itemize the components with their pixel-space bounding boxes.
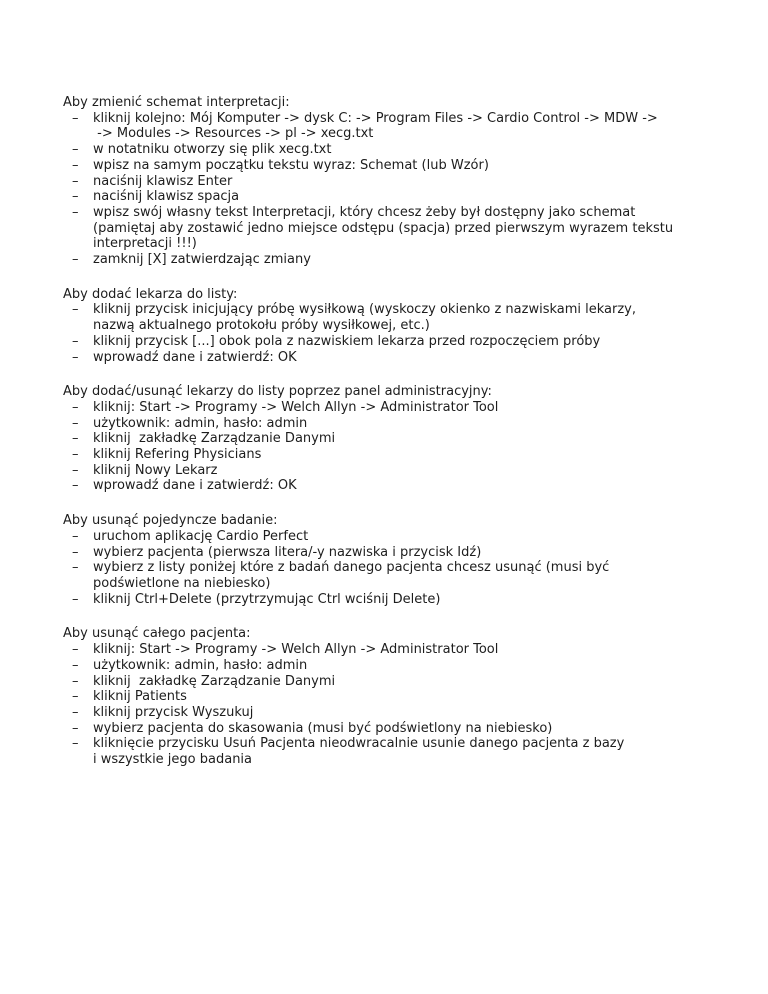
list-item-text xyxy=(93,736,723,767)
list-item-line: kliknij zakładkę Zarządzanie Danymi xyxy=(93,673,336,689)
list-item-text xyxy=(93,463,723,479)
dash-bullet: – xyxy=(72,591,79,607)
list-item-line: kliknij kolejno: Mój Komputer -> dysk C: -> Program Files -> Cardio Control -> MDW -> xyxy=(93,110,658,126)
list-item-text xyxy=(93,111,723,142)
dash-bullet: – xyxy=(72,110,79,126)
list-item xyxy=(63,478,723,494)
list-item-line: wpisz na samym początku tekstu wyraz: Schemat (lub Wzór) xyxy=(93,157,489,173)
list-item-line: (pamiętaj aby zostawić jedno miejsce odstępu (spacja) przed pierwszym wyrazem tekstu xyxy=(93,220,674,236)
dash-bullet: – xyxy=(72,657,79,673)
list-item-line: wybierz pacjenta do skasowania (musi być podświetlony na niebiesko) xyxy=(93,720,553,736)
list-item-line: w notatniku otworzy się plik xecg.txt xyxy=(93,142,332,158)
list-item-line: wybierz z listy poniżej które z badań danego pacjenta chcesz usunąć (musi być xyxy=(93,560,610,576)
list-item-line: i wszystkie jego badania xyxy=(93,752,253,768)
dash-bullet: – xyxy=(72,528,79,544)
list-item xyxy=(63,205,723,252)
instruction-section xyxy=(63,626,723,767)
list-item xyxy=(63,642,723,658)
list-item-text xyxy=(93,302,723,333)
dash-bullet: – xyxy=(72,642,79,658)
list-item-line: kliknij Ctrl+Delete (przytrzymując Ctrl wciśnij Delete) xyxy=(93,591,441,607)
list-item-line: kliknij przycisk Wyszukuj xyxy=(93,704,254,720)
dash-bullet: – xyxy=(72,544,79,560)
list-item xyxy=(63,334,723,350)
list-item xyxy=(63,705,723,721)
list-item-line: wprowadź dane i zatwierdź: OK xyxy=(93,478,297,494)
list-item-text xyxy=(93,642,723,658)
list-item xyxy=(63,545,723,561)
list-item xyxy=(63,463,723,479)
list-item-line: kliknij Nowy Lekarz xyxy=(93,462,218,478)
list-item-text xyxy=(93,205,723,252)
list-item-text xyxy=(93,545,723,561)
dash-bullet: – xyxy=(72,349,79,365)
list-item xyxy=(63,689,723,705)
section-heading: Aby zmienić schemat interpretacji: xyxy=(63,95,290,110)
list-item-text xyxy=(93,674,723,690)
list-item xyxy=(63,400,723,416)
section-heading: Aby usunąć całego pacjenta: xyxy=(63,626,251,642)
instruction-section xyxy=(63,287,723,366)
list-item-line: kliknij zakładkę Zarządzanie Danymi xyxy=(93,431,336,447)
list-item-line: wpisz swój własny tekst Interpretacji, który chcesz żeby był dostępny jako schemat xyxy=(93,204,636,220)
list-item-text xyxy=(93,158,723,174)
list-item xyxy=(63,158,723,174)
list-item-text xyxy=(93,658,723,674)
list-item-text xyxy=(93,252,723,268)
dash-bullet: – xyxy=(72,157,79,173)
dash-bullet: – xyxy=(72,415,79,431)
list-item xyxy=(63,174,723,190)
section-heading: Aby usunąć pojedyncze badanie: xyxy=(63,513,278,529)
instruction-section xyxy=(63,513,723,607)
list-item-line: użytkownik: admin, hasło: admin xyxy=(93,415,308,431)
list-item-text xyxy=(93,431,723,447)
list-item-text xyxy=(93,174,723,190)
dash-bullet: – xyxy=(72,720,79,736)
list-item xyxy=(63,674,723,690)
list-item xyxy=(63,431,723,447)
dash-bullet: – xyxy=(72,189,79,205)
list-item-line: uruchom aplikację Cardio Perfect xyxy=(93,528,309,544)
list-item xyxy=(63,560,723,591)
dash-bullet: – xyxy=(72,704,79,720)
list-item xyxy=(63,658,723,674)
list-item-text xyxy=(93,689,723,705)
list-item-line: kliknij przycisk inicjujący próbę wysiłkową (wyskoczy okienko z nazwiskami lekarzy, xyxy=(93,302,637,318)
list-item-text xyxy=(93,350,723,366)
list-item-line: kliknij: Start -> Programy -> Welch Allyn -> Administrator Tool xyxy=(93,642,499,658)
list-item xyxy=(63,447,723,463)
list-item-text xyxy=(93,705,723,721)
dash-bullet: – xyxy=(72,252,79,268)
dash-bullet: – xyxy=(72,689,79,705)
list-item-line: interpretacji !!!) xyxy=(93,236,197,252)
list-item-text xyxy=(93,400,723,416)
list-item xyxy=(63,302,723,333)
list-item xyxy=(63,529,723,545)
list-item-text xyxy=(93,447,723,463)
list-item-line: -> Modules -> Resources -> pl -> xecg.txt xyxy=(93,126,374,142)
list-item-line: wybierz pacjenta (pierwsza litera/-y nazwiska i przycisk Idź) xyxy=(93,544,482,560)
dash-bullet: – xyxy=(72,736,79,752)
list-item xyxy=(63,350,723,366)
list-item-text xyxy=(93,560,723,591)
dash-bullet: – xyxy=(72,302,79,318)
section-heading: Aby dodać lekarza do listy: xyxy=(63,286,238,302)
list-item-line: zamknij [X] zatwierdzając zmiany xyxy=(93,252,311,268)
list-item-text xyxy=(93,592,723,608)
dash-bullet: – xyxy=(72,560,79,576)
list-item-line: użytkownik: admin, hasło: admin xyxy=(93,657,308,673)
section-heading: Aby dodać/usunąć lekarzy do listy poprzez panel administracyjny: xyxy=(63,384,492,400)
dash-bullet: – xyxy=(72,142,79,158)
dash-bullet: – xyxy=(72,204,79,220)
list-item xyxy=(63,189,723,205)
list-item-text xyxy=(93,529,723,545)
list-item-line: podświetlone na niebiesko) xyxy=(93,575,271,591)
dash-bullet: – xyxy=(72,333,79,349)
document-sections xyxy=(63,95,723,768)
list-item-text xyxy=(93,416,723,432)
list-item-line: naciśnij klawisz spacja xyxy=(93,189,240,205)
list-item xyxy=(63,252,723,268)
list-item-line: wprowadź dane i zatwierdź: OK xyxy=(93,349,297,365)
dash-bullet: – xyxy=(72,673,79,689)
list-item xyxy=(63,721,723,737)
document-content xyxy=(63,95,723,787)
dash-bullet: – xyxy=(72,462,79,478)
list-item-line: naciśnij klawisz Enter xyxy=(93,173,233,189)
list-item xyxy=(63,592,723,608)
list-item-text xyxy=(93,478,723,494)
list-item-line: kliknij: Start -> Programy -> Welch Allyn -> Administrator Tool xyxy=(93,399,499,415)
list-item-text xyxy=(93,189,723,205)
dash-bullet: – xyxy=(72,399,79,415)
dash-bullet: – xyxy=(72,478,79,494)
instruction-section xyxy=(63,384,723,494)
list-item-line: kliknij Refering Physicians xyxy=(93,447,262,463)
list-item-text xyxy=(93,334,723,350)
list-item-line: nazwą aktualnego protokołu próby wysiłkowej, etc.) xyxy=(93,318,430,334)
list-item-line: kliknij przycisk [...] obok pola z nazwiskiem lekarza przed rozpoczęciem próby xyxy=(93,333,601,349)
dash-bullet: – xyxy=(72,431,79,447)
list-item xyxy=(63,736,723,767)
instruction-section xyxy=(63,95,723,268)
list-item-line: kliknięcie przycisku Usuń Pacjenta nieodwracalnie usunie danego pacjenta z bazy xyxy=(93,736,625,752)
list-item xyxy=(63,111,723,142)
dash-bullet: – xyxy=(72,447,79,463)
list-item-text xyxy=(93,721,723,737)
list-item xyxy=(63,142,723,158)
dash-bullet: – xyxy=(72,173,79,189)
list-item xyxy=(63,416,723,432)
list-item-line: kliknij Patients xyxy=(93,689,187,705)
list-item-text xyxy=(93,142,723,158)
